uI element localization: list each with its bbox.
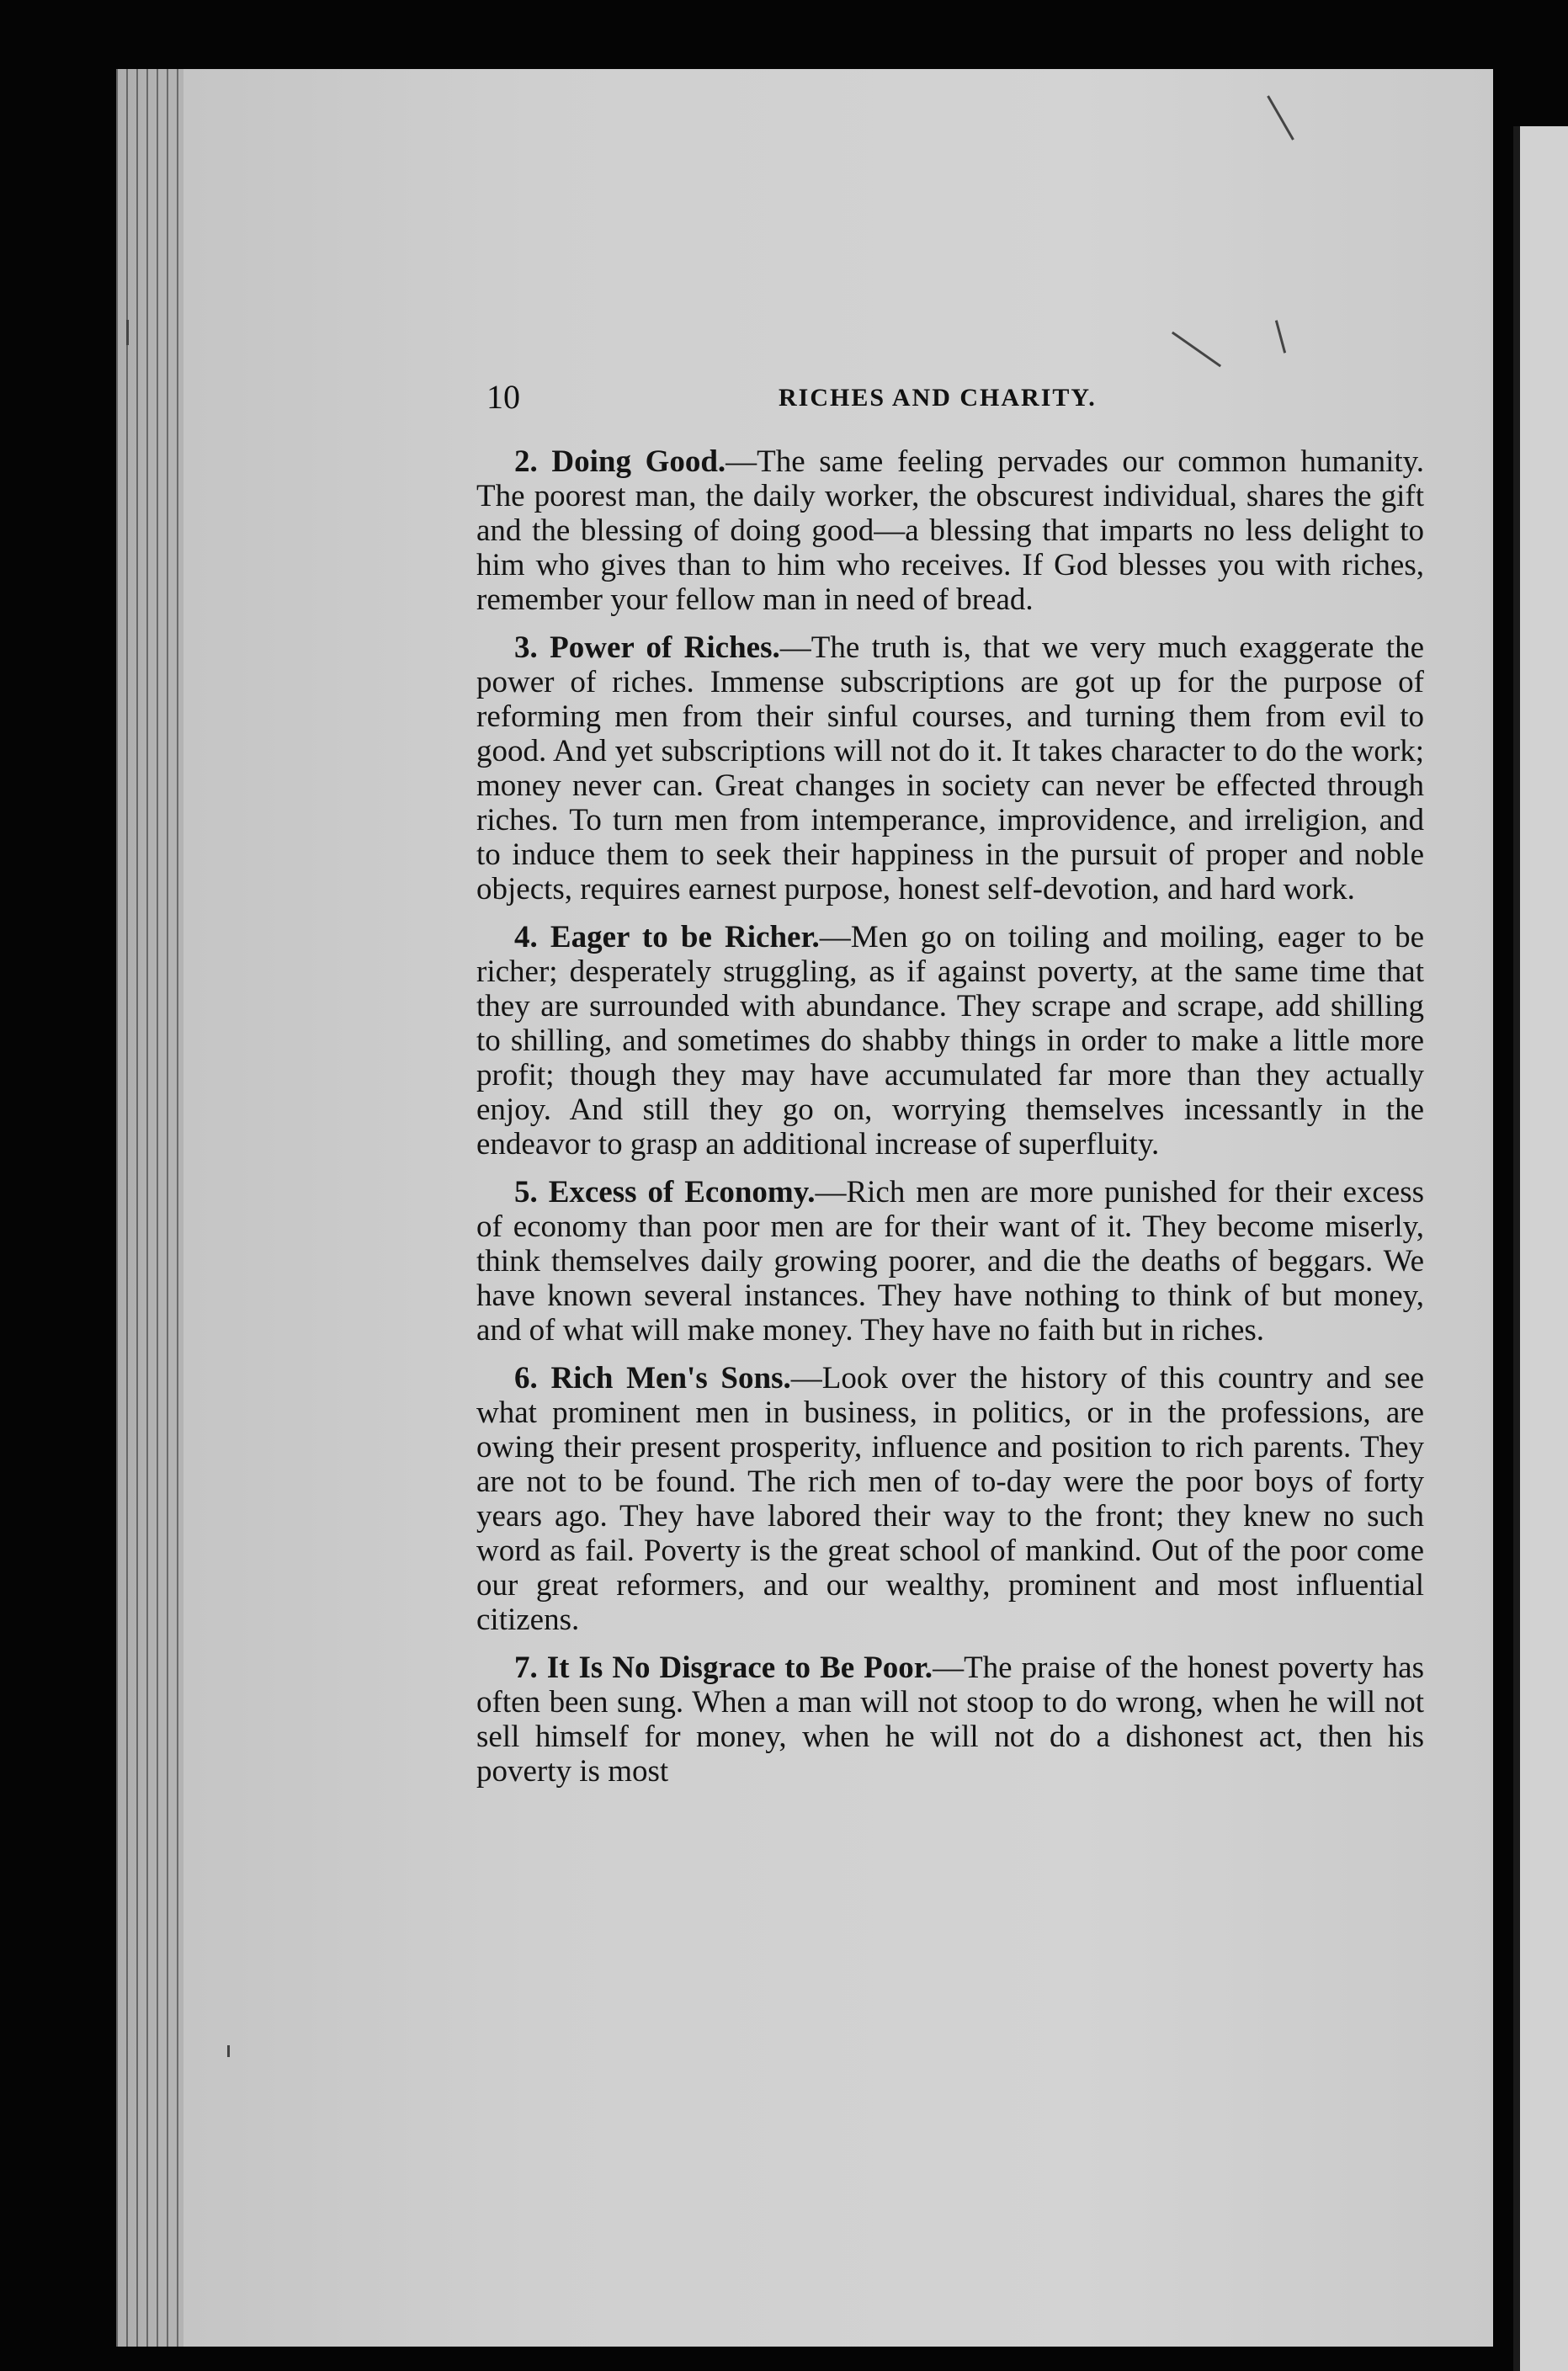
paragraph-heading: Doing Good. (551, 444, 726, 479)
paragraph-text: —Rich men are more punished for their excess of economy than poor men are for their want of it. They become miserly, think themselves daily growing poorer, and die the deaths of beggars. We have known several instances. They have nothing to think of but money, and of what will make money. They have no faith but in riches. (476, 1175, 1425, 1348)
scan-mark (126, 320, 129, 345)
paragraph-heading: Excess of Economy. (548, 1175, 816, 1209)
paragraph-heading: Rich Men's Sons. (550, 1361, 791, 1395)
paragraph-rich-mens-sons (476, 1361, 1424, 1637)
paragraph-doing-good (476, 444, 1424, 617)
paragraph-text: —Look over the history of this country and see what prominent men in business, in politics, or in the professions, are owing their present prosperity, influence and position to rich parents. They are not to be found. The rich men of to-day were the poor boys of forty years ago. They have labored their way to the front; they knew no such word as fail. Poverty is the great school of mankind. Out of the poor come our great reformers, and our wealthy, prominent and most influential citizens. (476, 1361, 1425, 1637)
paragraph-number: 5. (514, 1175, 538, 1209)
body-text (476, 444, 1424, 1802)
paragraph-no-disgrace-to-be-poor (476, 1651, 1424, 1789)
scan-mark (227, 2045, 230, 2057)
paragraph-power-of-riches (476, 630, 1424, 906)
page-number: 10 (486, 378, 520, 416)
paragraph-heading: It Is No Disgrace to Be Poor. (546, 1651, 933, 1685)
paragraph-number: 6. (514, 1361, 538, 1395)
paragraph-excess-of-economy (476, 1175, 1424, 1348)
paragraph-number: 7. (514, 1651, 538, 1685)
paragraph-text: —The truth is, that we very much exaggerate the power of riches. Immense subscriptions are got up for the purpose of reforming men from their sinful courses, and turning them from evil to good. And yet subscriptions will not do it. It takes character to do the work; money never can. Great changes in society can never be effected through riches. To turn men from intemperance, improvidence, and irreligion, and to induce them to seek their happiness in the pursuit of proper and noble objects, requires earnest purpose, honest self-devotion, and hard work. (476, 630, 1425, 906)
paragraph-number: 3. (514, 630, 538, 665)
paragraph-eager-to-be-richer (476, 920, 1424, 1162)
paragraph-heading: Power of Riches. (550, 630, 780, 665)
paragraph-number: 4. (514, 920, 538, 954)
page-binding-lines (116, 69, 183, 2347)
paragraph-heading: Eager to be Richer. (550, 920, 820, 954)
paragraph-number: 2. (514, 444, 538, 479)
paragraph-text: —The same feeling pervades our common humanity. The poorest man, the daily worker, the obscurest individual, shares the gift and the blessing of doing good—a blessing that imparts no less delight to him who gives than to him who receives. If God blesses you with riches, remember your fellow man in need of bread. (476, 444, 1425, 617)
running-head: RICHES AND CHARITY. (779, 384, 1097, 412)
page-gutter-shadow (1513, 126, 1520, 2371)
adjacent-page-edge (1513, 126, 1568, 2371)
paragraph-text: —The praise of the honest poverty has often been sung. When a man will not stoop to do wrong, when he will not sell himself for money, when he will not do a dishonest act, then his poverty is most (476, 1651, 1424, 1789)
paragraph-text: —Men go on toiling and moiling, eager to be richer; desperately struggling, as if against poverty, at the same time that they are surrounded with abundance. They scrape and scrape, add shilling to shilling, and sometimes do shabby things in order to make a little more profit; though they may have accumulated far more than they actually enjoy. And still they go on, worrying themselves incessantly in the endeavor to grasp an additional increase of superfluity. (476, 920, 1425, 1162)
